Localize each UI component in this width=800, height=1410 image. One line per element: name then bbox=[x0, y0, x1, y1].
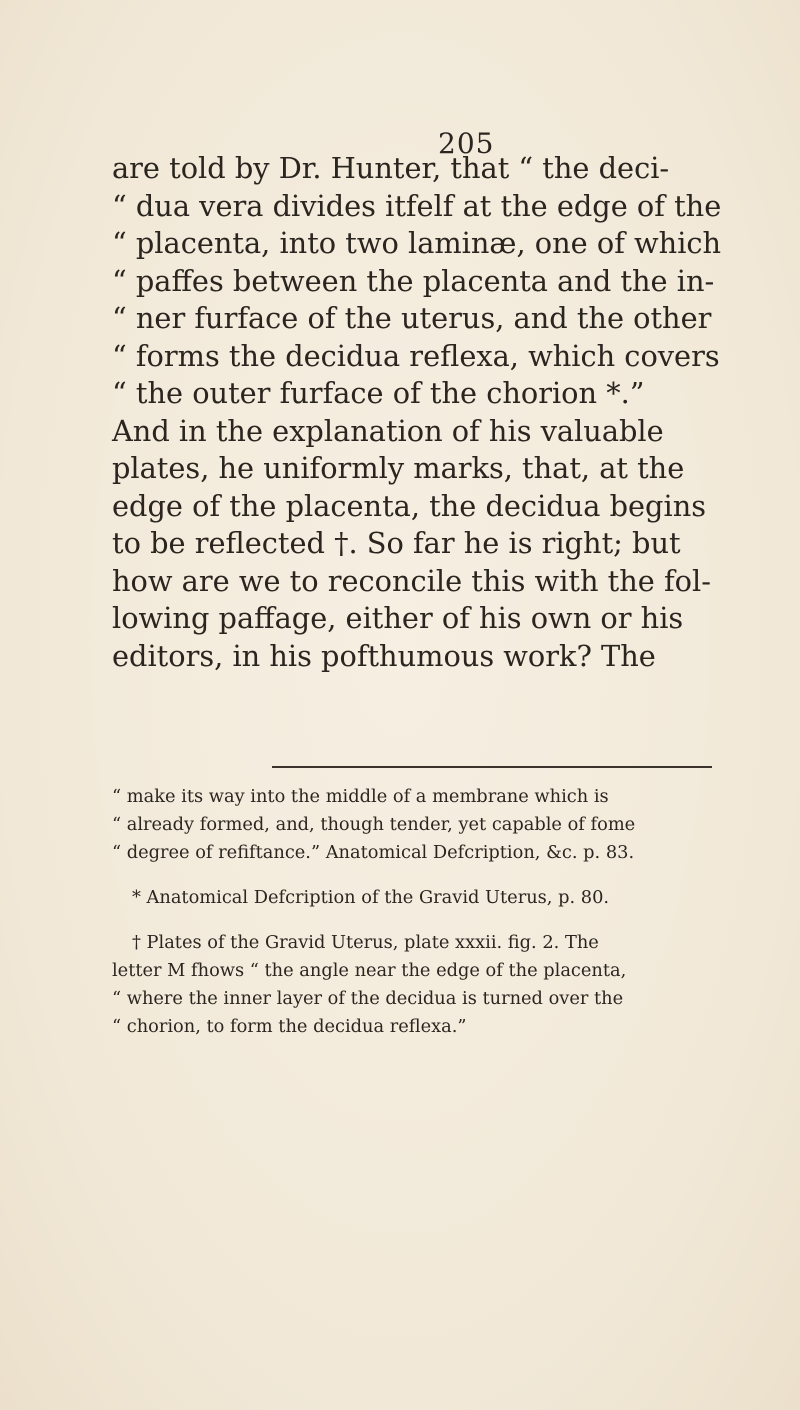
body-line: And in the explanation of his valuable bbox=[112, 413, 664, 448]
footnote-line: “ chorion, to form the decidua reflexa.” bbox=[112, 1016, 467, 1037]
footnote-rule bbox=[272, 766, 712, 768]
body-line: are told by Dr. Hunter, that “ the deci- bbox=[112, 151, 670, 185]
body-line: “ the outer furface of the chorion *.” bbox=[112, 376, 645, 410]
page-number: 205 bbox=[438, 127, 495, 160]
footnote-continued bbox=[112, 783, 712, 867]
footnotes bbox=[112, 783, 712, 1058]
footnote-line: “ degree of refiftance.” Anatomical Defcription, &c. p. 83. bbox=[112, 842, 635, 863]
body-line: “ forms the decidua reflexa, which covers bbox=[112, 338, 720, 373]
body-line: how are we to reconcile this with the fol- bbox=[112, 563, 711, 598]
body-line: editors, in his pofthumous work? The bbox=[112, 638, 656, 673]
body-line: edge of the placenta, the decidua begins bbox=[112, 488, 707, 523]
footnote-asterisk bbox=[112, 884, 712, 912]
body-line: “ dua vera divides itfelf at the edge of the bbox=[112, 188, 722, 223]
body-line: plates, he uniformly marks, that, at the bbox=[112, 451, 685, 485]
footnote-line: * Anatomical Defcription of the Gravid Uterus, p. 80. bbox=[132, 887, 610, 908]
body-text bbox=[112, 150, 722, 675]
footnote-line: “ make its way into the middle of a membrane which is bbox=[112, 786, 609, 807]
footnote-line: “ where the inner layer of the decidua is turned over the bbox=[112, 988, 624, 1009]
body-line: “ ner furface of the uterus, and the other bbox=[112, 301, 712, 335]
body-line: lowing paffage, either of his own or his bbox=[112, 601, 684, 635]
footnote-line: † Plates of the Gravid Uterus, plate xxxii. fig. 2. The bbox=[132, 932, 599, 953]
body-line: “ paffes between the placenta and the in- bbox=[112, 263, 715, 298]
body-line: to be reflected †. So far he is right; but bbox=[112, 526, 681, 560]
body-line: “ placenta, into two laminæ, one of which bbox=[112, 226, 722, 260]
footnote-line: letter M fhows “ the angle near the edge of the placenta, bbox=[112, 960, 627, 981]
footnote-line: “ already formed, and, though tender, yet capable of fome bbox=[112, 814, 636, 835]
footnote-dagger bbox=[112, 929, 712, 1041]
